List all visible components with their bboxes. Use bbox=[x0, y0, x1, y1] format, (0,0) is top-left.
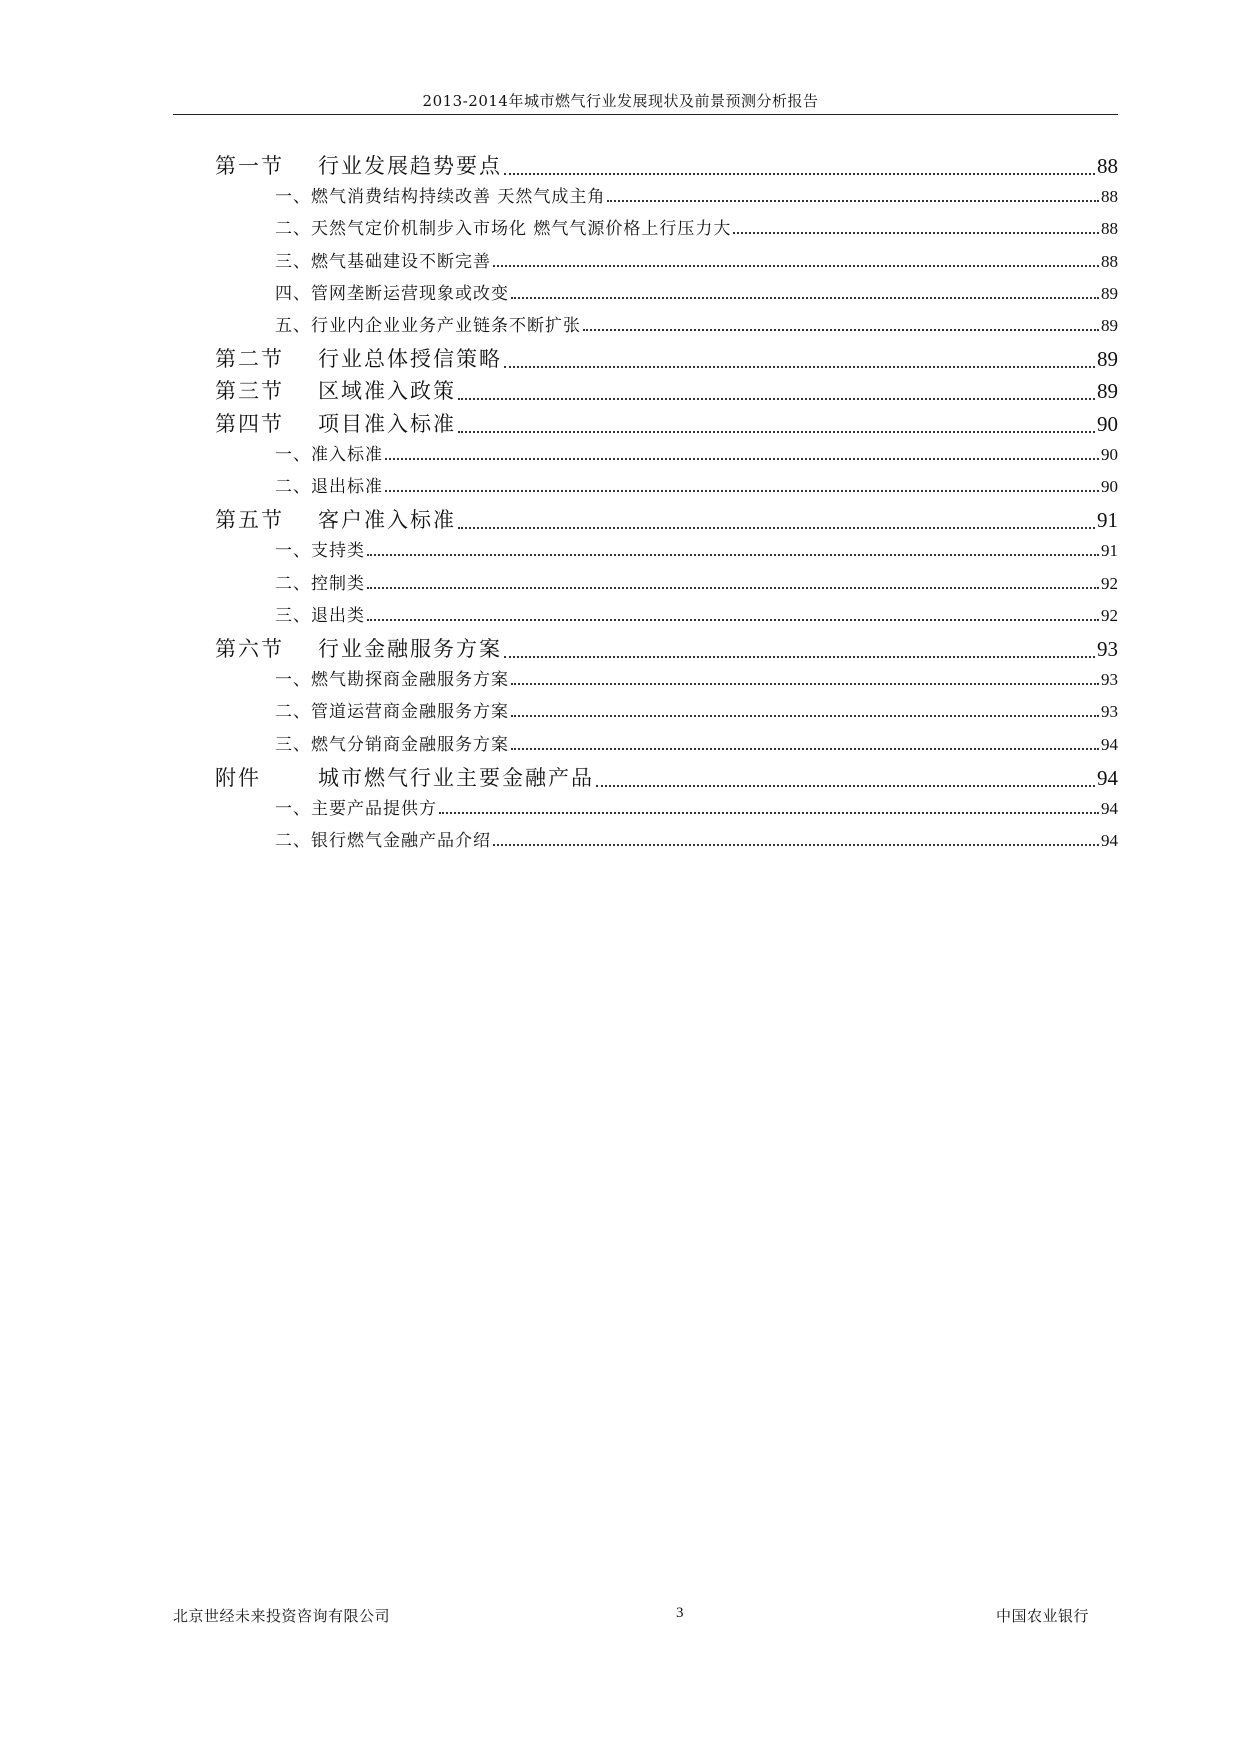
toc-page-number: 89 bbox=[1101, 283, 1118, 303]
toc-section-number: 第一节 bbox=[215, 154, 284, 178]
toc-page-number: 89 bbox=[1097, 379, 1118, 404]
toc-section-number: 附件 bbox=[215, 765, 261, 790]
toc-entry-title: 三、燃气分销商金融服务方案 bbox=[275, 734, 509, 755]
toc-entry-title: 一、燃气勘探商金融服务方案 bbox=[275, 670, 509, 691]
toc-section-number: 第五节 bbox=[215, 508, 284, 533]
toc-dot-leader bbox=[511, 683, 1099, 685]
toc-dot-leader bbox=[511, 297, 1099, 299]
toc-entry-title: 行业总体授信策略 bbox=[318, 347, 502, 372]
toc-entry-title: 二、管道运营商金融服务方案 bbox=[275, 702, 509, 723]
toc-entry-title: 城市燃气行业主要金融产品 bbox=[318, 765, 594, 790]
toc-page-number: 89 bbox=[1097, 347, 1118, 372]
toc-entry-title: 二、银行燃气金融产品介绍 bbox=[275, 831, 491, 852]
toc-dot-leader bbox=[458, 527, 1095, 529]
toc-dot-leader bbox=[493, 844, 1099, 846]
toc-dot-leader bbox=[385, 458, 1099, 460]
toc-section-entry[interactable] bbox=[215, 343, 1118, 373]
toc-dot-leader bbox=[504, 173, 1095, 175]
toc-section-entry[interactable] bbox=[215, 504, 1118, 534]
toc-subsection-entry[interactable] bbox=[275, 311, 1118, 336]
toc-entry-title: 五、行业内企业业务产业链条不断扩张 bbox=[275, 316, 581, 336]
toc-page-number: 92 bbox=[1101, 573, 1118, 593]
toc-page-number: 88 bbox=[1101, 187, 1118, 207]
toc-dot-leader bbox=[511, 748, 1099, 750]
toc-subsection-entry[interactable] bbox=[275, 182, 1118, 207]
toc-dot-leader bbox=[493, 265, 1099, 267]
toc-subsection-entry[interactable] bbox=[275, 536, 1118, 561]
toc-dot-leader bbox=[367, 554, 1099, 556]
toc-entry-title: 三、退出类 bbox=[275, 605, 365, 626]
toc-subsection-entry[interactable] bbox=[275, 279, 1118, 304]
footer-bank: 中国农业银行 bbox=[995, 1607, 1089, 1625]
toc-page-number: 93 bbox=[1101, 670, 1118, 690]
toc-entry-title: 客户准入标准 bbox=[318, 508, 456, 533]
toc-page-number: 94 bbox=[1097, 765, 1118, 790]
toc-section-number: 第六节 bbox=[215, 637, 284, 661]
toc-dot-leader bbox=[458, 398, 1095, 400]
toc-entry-title: 二、天然气定价机制步入市场化 燃气气源价格上行压力大 bbox=[275, 219, 732, 240]
toc-entry-title: 区域准入政策 bbox=[318, 379, 456, 404]
toc-dot-leader bbox=[385, 490, 1099, 492]
toc-page-number: 94 bbox=[1101, 831, 1118, 851]
toc-entry-title: 行业发展趋势要点 bbox=[318, 154, 502, 178]
toc-entry-title: 三、燃气基础建设不断完善 bbox=[275, 251, 491, 272]
toc-page-number: 88 bbox=[1101, 251, 1118, 271]
toc-entry-title: 四、管网垄断运营现象或改变 bbox=[275, 283, 509, 304]
toc-page-number: 91 bbox=[1101, 541, 1118, 561]
report-header-title: 2013-2014年城市燃气行业发展现状及前景预测分析报告 bbox=[422, 92, 819, 110]
toc-entry-title: 行业金融服务方案 bbox=[318, 637, 502, 661]
toc-dot-leader bbox=[511, 715, 1099, 717]
toc-dot-leader bbox=[504, 656, 1095, 658]
toc-entry-title: 项目准入标准 bbox=[318, 411, 456, 436]
toc-page-number: 94 bbox=[1101, 799, 1118, 818]
toc-dot-leader bbox=[596, 785, 1095, 787]
toc-section-entry[interactable] bbox=[215, 375, 1118, 405]
toc-section-entry[interactable] bbox=[215, 762, 1118, 792]
toc-page-number: 91 bbox=[1097, 508, 1118, 533]
footer-page-number: 3 bbox=[676, 1605, 684, 1621]
toc-subsection-entry[interactable] bbox=[275, 601, 1118, 626]
toc-subsection-entry[interactable] bbox=[275, 472, 1118, 497]
toc-entry-title: 二、控制类 bbox=[275, 573, 365, 594]
toc-subsection-entry[interactable] bbox=[275, 697, 1118, 722]
toc-entry-title: 二、退出标准 bbox=[275, 477, 383, 497]
toc-section-number: 第四节 bbox=[215, 411, 284, 436]
toc-section-entry[interactable] bbox=[215, 408, 1118, 438]
toc-subsection-entry[interactable] bbox=[275, 569, 1118, 594]
toc-subsection-entry[interactable] bbox=[275, 826, 1118, 851]
toc-subsection-entry[interactable] bbox=[275, 440, 1118, 465]
toc-section-number: 第三节 bbox=[215, 379, 284, 404]
toc-page-number: 92 bbox=[1101, 605, 1118, 625]
toc-dot-leader bbox=[367, 587, 1099, 589]
toc-page-number: 90 bbox=[1101, 477, 1118, 496]
footer-company: 北京世经未来投资咨询有限公司 bbox=[173, 1607, 391, 1625]
toc-page-number: 90 bbox=[1097, 411, 1118, 436]
toc-subsection-entry[interactable] bbox=[275, 665, 1118, 690]
toc-subsection-entry[interactable] bbox=[275, 247, 1118, 272]
toc-dot-leader bbox=[367, 619, 1099, 621]
header-divider bbox=[173, 114, 1118, 115]
toc-page-number: 93 bbox=[1101, 702, 1118, 722]
toc-entry-title: 一、燃气消费结构持续改善 天然气成主角 bbox=[275, 187, 606, 208]
toc-section-entry[interactable] bbox=[215, 150, 1118, 180]
toc-page-number: 88 bbox=[1101, 219, 1118, 239]
toc-entry-title: 一、准入标准 bbox=[275, 444, 383, 465]
toc-entry-title: 一、主要产品提供方 bbox=[275, 799, 437, 819]
toc-dot-leader bbox=[504, 366, 1095, 368]
toc-page-number: 89 bbox=[1101, 316, 1118, 335]
toc-page-number: 94 bbox=[1101, 734, 1118, 754]
toc-dot-leader bbox=[439, 812, 1099, 814]
toc-subsection-entry[interactable] bbox=[275, 214, 1118, 239]
toc-entry-title: 一、支持类 bbox=[275, 541, 365, 562]
toc-page-number: 88 bbox=[1097, 154, 1118, 178]
toc-subsection-entry[interactable] bbox=[275, 794, 1118, 819]
toc-dot-leader bbox=[607, 200, 1099, 202]
toc-section-entry[interactable] bbox=[215, 633, 1118, 663]
toc-dot-leader bbox=[583, 329, 1099, 331]
toc-dot-leader bbox=[733, 232, 1099, 234]
toc-page-number: 90 bbox=[1101, 444, 1118, 464]
toc-page-number: 93 bbox=[1097, 637, 1118, 661]
toc-dot-leader bbox=[458, 431, 1095, 433]
toc-subsection-entry[interactable] bbox=[275, 730, 1118, 755]
toc-section-number: 第二节 bbox=[215, 347, 284, 372]
